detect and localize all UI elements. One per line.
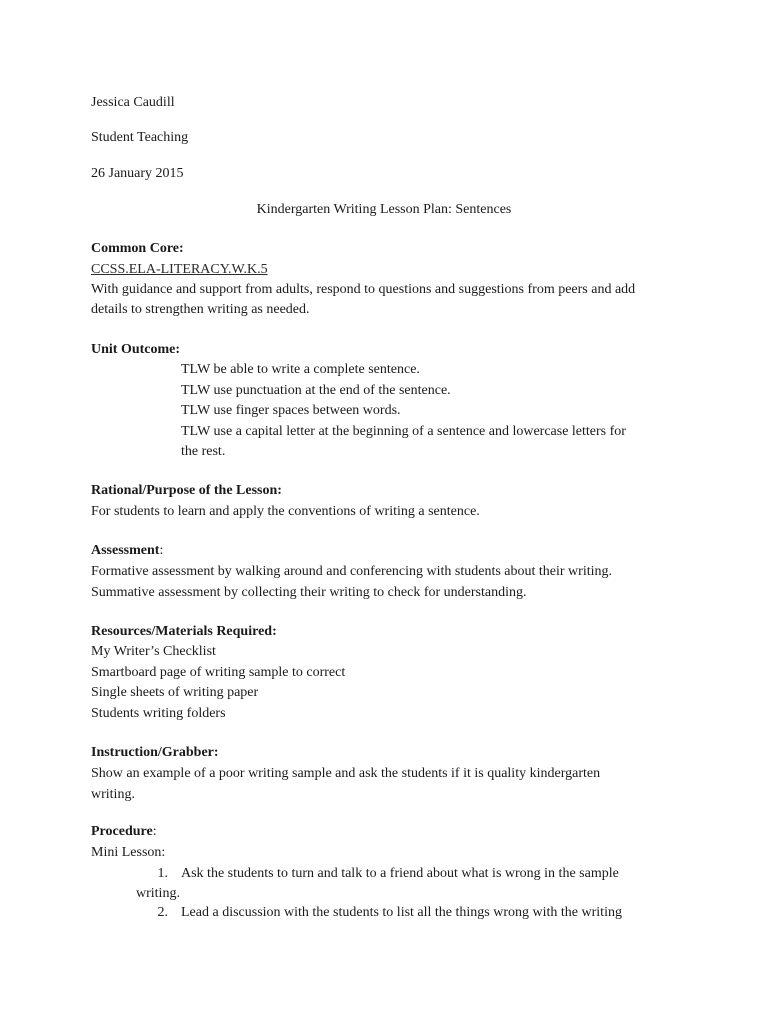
resource-item: Smartboard page of writing sample to correct: [91, 665, 346, 680]
rationale-text: For students to learn and apply the conventions of writing a sentence.: [91, 504, 480, 519]
unit-outcome-item-continued: the rest.: [181, 444, 226, 459]
common-core-description-line2: details to strengthen writing as needed.: [91, 302, 310, 317]
assessment-line: Formative assessment by walking around and conferencing with students about their writing.: [91, 564, 613, 579]
rationale-heading: Rational/Purpose of the Lesson:: [91, 483, 282, 498]
procedure-heading-line: [91, 822, 157, 842]
resource-item: My Writer’s Checklist: [91, 644, 216, 659]
document-date: 26 January 2015: [91, 166, 184, 181]
common-core-heading: Common Core:: [91, 241, 184, 256]
procedure-step-text-continued: writing.: [136, 886, 180, 901]
assessment-colon: :: [159, 543, 164, 558]
instruction-line1: Show an example of a poor writing sample and ask the students if it is quality kindergarten: [91, 766, 601, 781]
instruction-line2: writing.: [91, 787, 135, 802]
author-name: Jessica Caudill: [91, 95, 175, 110]
resource-item: Single sheets of writing paper: [91, 685, 259, 700]
unit-outcome-item: TLW use a capital letter at the beginning of a sentence and lowercase letters for: [181, 424, 626, 439]
procedure-step-number: 1.: [157, 866, 168, 881]
procedure-step-text: Ask the students to turn and talk to a friend about what is wrong in the sample: [181, 866, 619, 881]
common-core-standard-link[interactable]: CCSS.ELA-LITERACY.W.K.5: [91, 262, 268, 277]
assessment-line: Summative assessment by collecting their writing to check for understanding.: [91, 585, 527, 600]
procedure-step-number: 2.: [157, 905, 168, 920]
procedure-colon: :: [152, 824, 157, 839]
resources-heading: Resources/Materials Required:: [91, 624, 277, 639]
unit-outcome-heading: Unit Outcome:: [91, 342, 181, 357]
instruction-heading: Instruction/Grabber:: [91, 745, 219, 760]
procedure-heading: Procedure: [91, 824, 153, 839]
unit-outcome-item: TLW use finger spaces between words.: [181, 403, 401, 418]
unit-outcome-item: TLW be able to write a complete sentence.: [181, 362, 420, 377]
resource-item: Students writing folders: [91, 706, 226, 721]
course-name: Student Teaching: [91, 130, 189, 145]
lesson-title: Kindergarten Writing Lesson Plan: Sentences: [256, 202, 512, 217]
mini-lesson-subheading: Mini Lesson:: [91, 845, 166, 860]
assessment-heading: Assessment: [91, 543, 160, 558]
assessment-heading-line: [91, 541, 163, 561]
common-core-description-line1: With guidance and support from adults, respond to questions and suggestions from peers and add: [91, 282, 636, 297]
unit-outcome-item: TLW use punctuation at the end of the sentence.: [181, 383, 451, 398]
procedure-step-text: Lead a discussion with the students to list all the things wrong with the writing: [181, 905, 622, 920]
